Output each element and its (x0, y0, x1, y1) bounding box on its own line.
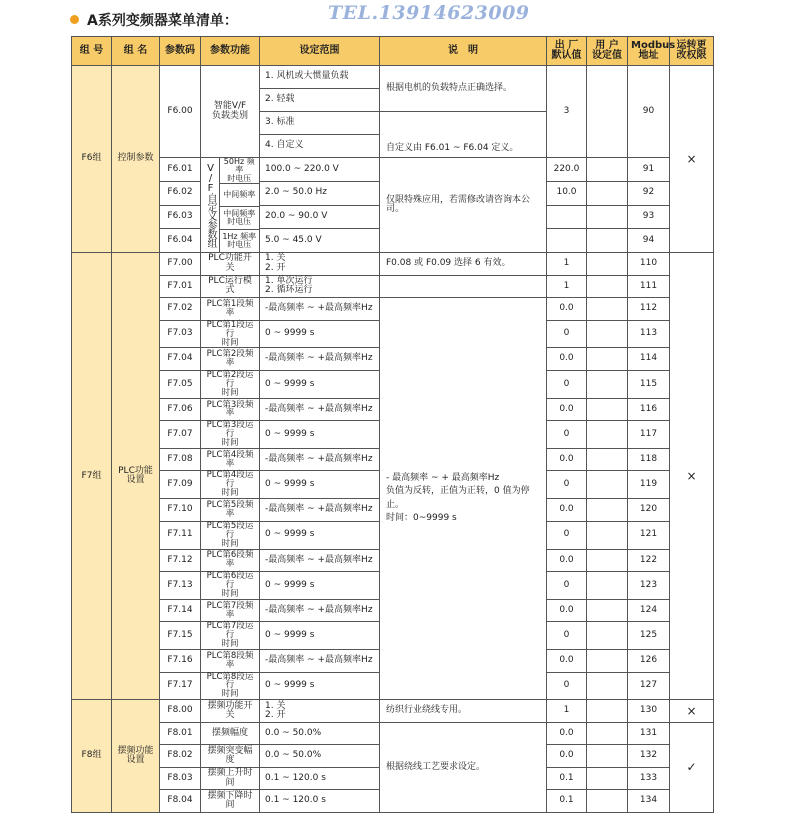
default-cell: 0 (547, 521, 587, 549)
param-func-cell: 摆频下降时间 (201, 790, 260, 813)
default-cell: 0.0 (547, 549, 587, 572)
user-value-cell[interactable] (587, 229, 628, 253)
modbus-cell: 94 (628, 229, 670, 253)
modbus-cell: 133 (628, 767, 670, 790)
bullet-icon (70, 15, 79, 24)
user-value-cell[interactable] (587, 398, 628, 421)
desc-cell: 纺织行业绕线专用。 (380, 700, 547, 723)
param-code-cell: F6.02 (160, 181, 201, 205)
param-func-cell: PLC功能开关 (201, 253, 260, 276)
header-cell: 参数码 (160, 37, 201, 66)
user-value-cell[interactable] (587, 275, 628, 298)
desc-cell (380, 275, 547, 298)
param-func-cell: 摆频上升时间 (201, 767, 260, 790)
default-cell: 0.0 (547, 499, 587, 522)
param-func-cell: PLC第2段频率 (201, 348, 260, 371)
default-cell: 0.0 (547, 650, 587, 673)
range-cell: -最高频率 ~ +最高频率Hz (260, 298, 380, 321)
modbus-cell: 115 (628, 370, 670, 398)
param-func-cell: PLC第7段频率 (201, 599, 260, 622)
default-cell: 0.0 (547, 448, 587, 471)
table-row (72, 253, 714, 276)
desc-cell: 根据电机的负载特点正确选择。 (380, 66, 547, 112)
param-code-cell: F8.04 (160, 790, 201, 813)
modbus-cell: 132 (628, 745, 670, 768)
param-code-cell: F7.04 (160, 348, 201, 371)
modbus-cell: 123 (628, 572, 670, 600)
desc-cell: F0.08 或 F0.09 选择 6 有效。 (380, 253, 547, 276)
header-cell: 说 明 (380, 37, 547, 66)
group-name-cell: 摆频功能 设置 (112, 700, 160, 813)
user-value-cell[interactable] (587, 521, 628, 549)
range-cell: -最高频率 ~ +最高频率Hz (260, 448, 380, 471)
modbus-cell: 90 (628, 66, 670, 158)
default-cell: 3 (547, 66, 587, 158)
user-value-cell[interactable] (587, 549, 628, 572)
param-func-cell: PLC第4段频率 (201, 448, 260, 471)
range-cell: 100.0 ~ 220.0 V (260, 158, 380, 182)
range-cell: 0 ~ 9999 s (260, 672, 380, 700)
param-func-cell: PLC第3段频率 (201, 398, 260, 421)
header-cell: 组 号 (72, 37, 112, 66)
param-code-cell: F7.09 (160, 471, 201, 499)
default-cell: 0 (547, 471, 587, 499)
modbus-cell: 119 (628, 471, 670, 499)
desc-cell: - 最高频率 ~ + 最高频率Hz 负值为反转，正值为正转，0 值为停止。 时间：0~9999 s (380, 298, 547, 700)
perm-cell: × (670, 66, 714, 253)
user-value-cell[interactable] (587, 790, 628, 813)
param-func-cell: 摆频幅度 (201, 722, 260, 745)
default-cell: 0 (547, 672, 587, 700)
user-value-cell[interactable] (587, 298, 628, 321)
group-name-cell: PLC功能 设置 (112, 253, 160, 700)
param-func-cell: PLC运行模式 (201, 275, 260, 298)
param-func-cell: PLC第3段运行 时间 (201, 421, 260, 449)
default-cell: 1 (547, 700, 587, 723)
header-cell: 出 厂 默认值 (547, 37, 587, 66)
user-value-cell[interactable] (587, 253, 628, 276)
table-row (72, 275, 714, 298)
header-cell: 设定范围 (260, 37, 380, 66)
table-row (72, 158, 714, 182)
user-value-cell[interactable] (587, 700, 628, 723)
range-cell: 0.0 ~ 50.0% (260, 722, 380, 745)
param-func-cell: 中间频率 (219, 184, 259, 207)
modbus-cell: 117 (628, 421, 670, 449)
param-code-cell: F7.01 (160, 275, 201, 298)
vf-group-label: V/F自定义参数组 (205, 163, 216, 248)
param-func-cell: 摆频突变幅度 (201, 745, 260, 768)
param-code-cell: F7.16 (160, 650, 201, 673)
perm-cell: ✓ (670, 722, 714, 812)
group-id-cell: F8组 (72, 700, 112, 813)
default-cell: 0.0 (547, 298, 587, 321)
range-cell: -最高频率 ~ +最高频率Hz (260, 549, 380, 572)
default-cell: 0.0 (547, 398, 587, 421)
param-code-cell: F8.00 (160, 700, 201, 723)
param-code-cell: F7.13 (160, 572, 201, 600)
table-row (72, 722, 714, 745)
param-func-cell: 50Hz 频率 时电压 (219, 158, 259, 184)
range-cell: -最高频率 ~ +最高频率Hz (260, 398, 380, 421)
modbus-cell: 125 (628, 622, 670, 650)
param-code-cell: F7.12 (160, 549, 201, 572)
vf-group-cell (201, 158, 260, 253)
range-cell: 1. 风机或大惯量负载 (260, 66, 380, 89)
user-value-cell[interactable] (587, 572, 628, 600)
desc-cell: 自定义由 F6.01 ~ F6.04 定义。 (380, 112, 547, 158)
modbus-cell: 93 (628, 205, 670, 229)
range-cell: 5.0 ~ 45.0 V (260, 229, 380, 253)
modbus-cell: 122 (628, 549, 670, 572)
user-value-cell[interactable] (587, 745, 628, 768)
range-cell: 1. 单次运行 2. 循环运行 (260, 275, 380, 298)
param-code-cell: F7.11 (160, 521, 201, 549)
user-value-cell[interactable] (587, 320, 628, 348)
table-row (72, 298, 714, 321)
user-value-cell[interactable] (587, 471, 628, 499)
modbus-cell: 126 (628, 650, 670, 673)
modbus-cell: 112 (628, 298, 670, 321)
param-code-cell: F6.01 (160, 158, 201, 182)
user-value-cell[interactable] (587, 722, 628, 745)
param-code-cell: F7.06 (160, 398, 201, 421)
param-code-cell: F7.00 (160, 253, 201, 276)
default-cell: 10.0 (547, 181, 587, 205)
param-code-cell: F7.05 (160, 370, 201, 398)
param-code-cell: F7.10 (160, 499, 201, 522)
perm-cell: × (670, 700, 714, 723)
header-cell: 组 名 (112, 37, 160, 66)
range-cell: -最高频率 ~ +最高频率Hz (260, 650, 380, 673)
range-cell: 3. 标准 (260, 112, 380, 135)
default-cell (547, 205, 587, 229)
param-func-cell: PLC第1段运行 时间 (201, 320, 260, 348)
default-cell: 0 (547, 370, 587, 398)
modbus-cell: 91 (628, 158, 670, 182)
default-cell: 0 (547, 572, 587, 600)
param-func-cell: PLC第4段运行 时间 (201, 471, 260, 499)
range-cell: 0.1 ~ 120.0 s (260, 767, 380, 790)
modbus-cell: 118 (628, 448, 670, 471)
page-title: A系列变频器菜单清单： (70, 10, 238, 30)
group-id-cell: F7组 (72, 253, 112, 700)
user-value-cell[interactable] (587, 370, 628, 398)
parameter-table (71, 36, 714, 813)
param-func-cell: PLC第2段运行 时间 (201, 370, 260, 398)
desc-cell: 根据绕线工艺要求设定。 (380, 722, 547, 812)
param-func-cell: PLC第8段运行 时间 (201, 672, 260, 700)
user-value-cell[interactable] (587, 348, 628, 371)
modbus-cell: 116 (628, 398, 670, 421)
range-cell: -最高频率 ~ +最高频率Hz (260, 348, 380, 371)
param-func-cell: PLC第6段频率 (201, 549, 260, 572)
default-cell: 0.0 (547, 599, 587, 622)
range-cell: 0.0 ~ 50.0% (260, 745, 380, 768)
param-func-cell: PLC第5段频率 (201, 499, 260, 522)
modbus-cell: 110 (628, 253, 670, 276)
user-value-cell[interactable] (587, 158, 628, 182)
group-name-cell: 控制参数 (112, 66, 160, 253)
param-func-cell: 1Hz 频率 时电压 (219, 230, 259, 253)
modbus-cell: 127 (628, 672, 670, 700)
default-cell: 1 (547, 253, 587, 276)
header-cell: 运转更 改权限 (670, 37, 714, 66)
param-func-cell: 摆频功能开关 (201, 700, 260, 723)
user-value-cell[interactable] (587, 622, 628, 650)
user-value-cell[interactable] (587, 499, 628, 522)
range-cell: 0 ~ 9999 s (260, 320, 380, 348)
param-code-cell: F7.15 (160, 622, 201, 650)
user-value-cell[interactable] (587, 650, 628, 673)
param-code-cell: F6.00 (160, 66, 201, 158)
modbus-cell: 121 (628, 521, 670, 549)
param-code-cell: F7.02 (160, 298, 201, 321)
modbus-cell: 111 (628, 275, 670, 298)
watermark-phone: TEL.13914623009 (328, 2, 530, 24)
range-cell: -最高频率 ~ +最高频率Hz (260, 599, 380, 622)
range-cell: 2. 轻载 (260, 89, 380, 112)
param-code-cell: F7.03 (160, 320, 201, 348)
user-value-cell[interactable] (587, 205, 628, 229)
user-value-cell[interactable] (587, 672, 628, 700)
default-cell: 0.1 (547, 790, 587, 813)
group-id-cell: F6组 (72, 66, 112, 253)
range-cell: 2.0 ~ 50.0 Hz (260, 181, 380, 205)
modbus-cell: 120 (628, 499, 670, 522)
param-func-cell: 智能V/F 负载类别 (201, 66, 260, 158)
default-cell: 0.1 (547, 767, 587, 790)
modbus-cell: 131 (628, 722, 670, 745)
param-code-cell: F8.02 (160, 745, 201, 768)
range-cell: 1. 关 2. 开 (260, 253, 380, 276)
desc-cell: 仅限特殊应用，若需修改请咨询本公司。 (380, 158, 547, 253)
param-func-cell: PLC第6段运行 时间 (201, 572, 260, 600)
user-value-cell[interactable] (587, 181, 628, 205)
header-cell: 参数功能 (201, 37, 260, 66)
range-cell: 4. 自定义 (260, 135, 380, 158)
param-code-cell: F7.17 (160, 672, 201, 700)
range-cell: 0 ~ 9999 s (260, 421, 380, 449)
range-cell: 0 ~ 9999 s (260, 622, 380, 650)
table-row (72, 66, 714, 89)
param-code-cell: F8.01 (160, 722, 201, 745)
param-code-cell: F6.04 (160, 229, 201, 253)
range-cell: -最高频率 ~ +最高频率Hz (260, 499, 380, 522)
param-func-cell: 中间频率 时电压 (219, 207, 259, 230)
modbus-cell: 113 (628, 320, 670, 348)
default-cell (547, 229, 587, 253)
range-cell: 0 ~ 9999 s (260, 572, 380, 600)
table-row (72, 700, 714, 723)
header-cell: 用 户 设定值 (587, 37, 628, 66)
default-cell: 220.0 (547, 158, 587, 182)
default-cell: 0.0 (547, 745, 587, 768)
default-cell: 0 (547, 421, 587, 449)
default-cell: 0 (547, 320, 587, 348)
range-cell: 0.1 ~ 120.0 s (260, 790, 380, 813)
param-func-cell: PLC第1段频率 (201, 298, 260, 321)
param-func-cell: PLC第8段频率 (201, 650, 260, 673)
param-code-cell: F8.03 (160, 767, 201, 790)
user-value-cell[interactable] (587, 421, 628, 449)
param-code-cell: F7.08 (160, 448, 201, 471)
modbus-cell: 114 (628, 348, 670, 371)
modbus-cell: 124 (628, 599, 670, 622)
param-func-cell: PLC第5段运行 时间 (201, 521, 260, 549)
default-cell: 0.0 (547, 722, 587, 745)
param-code-cell: F7.14 (160, 599, 201, 622)
range-cell: 0 ~ 9999 s (260, 521, 380, 549)
table-header-row (72, 37, 714, 66)
user-value-cell[interactable] (587, 767, 628, 790)
range-cell: 1. 关 2. 开 (260, 700, 380, 723)
perm-cell: × (670, 253, 714, 700)
modbus-cell: 130 (628, 700, 670, 723)
range-cell: 0 ~ 9999 s (260, 471, 380, 499)
modbus-cell: 134 (628, 790, 670, 813)
header-cell: Modbus 地址 (628, 37, 670, 66)
default-cell: 1 (547, 275, 587, 298)
param-func-cell: PLC第7段运行 时间 (201, 622, 260, 650)
default-cell: 0.0 (547, 348, 587, 371)
user-value-cell[interactable] (587, 599, 628, 622)
default-cell: 0 (547, 622, 587, 650)
param-code-cell: F7.07 (160, 421, 201, 449)
range-cell: 0 ~ 9999 s (260, 370, 380, 398)
modbus-cell: 92 (628, 181, 670, 205)
user-value-cell[interactable] (587, 448, 628, 471)
param-code-cell: F6.03 (160, 205, 201, 229)
range-cell: 20.0 ~ 90.0 V (260, 205, 380, 229)
user-value-cell[interactable] (587, 66, 628, 158)
